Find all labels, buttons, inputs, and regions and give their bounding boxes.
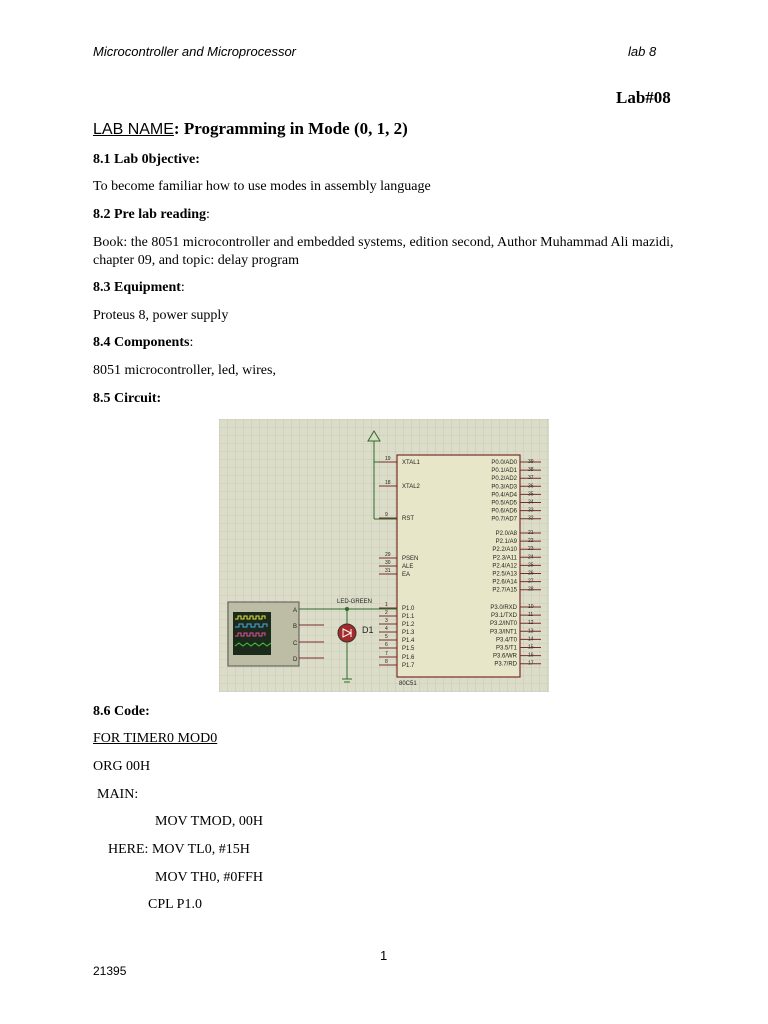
code-line: MAIN: (97, 787, 139, 802)
pin-name-right: P2.0/A8 (495, 531, 517, 537)
pin-name-left: XTAL1 (402, 460, 420, 466)
pin-name-right: P0.6/AD6 (491, 508, 517, 515)
lab-name-label: LAB NAME (93, 121, 174, 138)
pin-number-left: 30 (385, 560, 391, 566)
pin-number-right: 14 (528, 636, 534, 643)
pin-name-right: P2.2/A10 (492, 547, 517, 554)
components-heading: 8.4 Components (93, 335, 190, 350)
components-colon: : (189, 335, 194, 350)
pin-number-left: 6 (385, 642, 388, 648)
scope-channel-label: D (293, 657, 298, 663)
objective-text: To become familiar how to use modes in assembly language (93, 179, 431, 194)
code-line: CPL P1.0 (148, 897, 202, 912)
equipment-text: Proteus 8, power supply (93, 308, 229, 323)
pin-number-right: 27 (528, 578, 534, 585)
led-icon (338, 624, 356, 642)
pin-name-right: P0.0/AD0 (491, 460, 517, 466)
equipment-colon: : (180, 280, 185, 295)
components-heading-line (93, 335, 193, 351)
pin-name-right: P2.5/A13 (492, 571, 517, 578)
prelab-colon: : (206, 207, 210, 222)
pin-name-right: P2.3/A11 (492, 555, 517, 562)
pin-number-right: 36 (528, 483, 534, 490)
pin-name-right: P2.7/A15 (492, 587, 517, 594)
pin-number-left: 19 (385, 456, 391, 462)
led-ref-label: D1 (362, 625, 374, 635)
pin-number-left: 4 (385, 626, 388, 632)
pin-name-right: P2.4/A12 (492, 563, 517, 570)
code-heading: 8.6 Code: (93, 704, 150, 719)
pin-number-right: 21 (528, 530, 534, 536)
components-text: 8051 microcontroller, led, wires, (93, 363, 276, 378)
lab-number: Lab#08 (616, 88, 671, 107)
pin-number-right: 12 (528, 620, 534, 627)
lab-name-title: : Programming in Mode (0, 1, 2) (173, 119, 408, 138)
pin-number-right: 32 (528, 515, 534, 522)
pin-number-right: 33 (528, 507, 534, 514)
pin-name-left: P1.5 (402, 646, 415, 652)
code-line: MOV TH0, #0FFH (155, 870, 264, 885)
circuit-schematic (219, 419, 549, 692)
pin-name-right: P3.4/T0 (495, 637, 517, 644)
pin-number-left: 29 (385, 552, 391, 558)
scope-channel-label: A (293, 608, 298, 614)
header-lab: lab 8 (628, 44, 657, 59)
document-id: 21395 (93, 964, 127, 978)
pin-number-right: 11 (528, 612, 534, 619)
pin-number-right: 24 (528, 554, 534, 561)
pin-name-right: P3.1/TXD (490, 613, 517, 620)
pin-number-right: 26 (528, 570, 534, 577)
pin-number-left: 1 (385, 602, 388, 608)
pin-name-left: PSEN (402, 556, 419, 562)
lab-name-line (93, 119, 408, 139)
pin-name-right: P3.7/RD (494, 661, 517, 668)
equipment-heading-line (93, 280, 185, 296)
led-part-label: LED-GREEN (337, 599, 373, 605)
circuit-figure (219, 419, 549, 692)
pin-number-right: 23 (528, 546, 534, 553)
pin-number-left: 2 (385, 610, 388, 616)
code-line: ORG 00H (93, 759, 151, 774)
pin-number-right: 35 (528, 491, 534, 498)
pin-name-right: P0.2/AD2 (491, 476, 517, 483)
pin-name-right: P0.3/AD3 (491, 484, 517, 491)
objective-heading: 8.1 Lab 0bjective: (93, 152, 200, 167)
pin-number-left: 18 (385, 480, 391, 486)
pin-number-right: 10 (528, 604, 534, 610)
code-subheading: FOR TIMER0 MOD0 (93, 731, 218, 746)
pin-number-left: 31 (385, 568, 391, 574)
pin-number-right: 22 (528, 538, 534, 545)
pin-name-left: RST (402, 516, 414, 522)
pin-number-right: 34 (528, 499, 534, 506)
circuit-heading: 8.5 Circuit: (93, 391, 162, 406)
pin-name-right: P3.3/INT1 (489, 629, 517, 636)
pin-number-right: 16 (528, 652, 534, 659)
pin-name-left: P1.6 (402, 655, 415, 661)
pin-name-left: P1.7 (402, 663, 415, 669)
pin-name-right: P0.4/AD4 (491, 492, 517, 499)
pin-number-right: 39 (528, 459, 534, 465)
pin-name-right: P2.6/A14 (492, 579, 517, 586)
pin-number-right: 17 (528, 660, 534, 667)
equipment-heading: 8.3 Equipment (93, 280, 181, 295)
pin-number-right: 37 (528, 475, 534, 482)
prelab-heading-line (93, 207, 210, 223)
pin-name-right: P0.7/AD7 (491, 516, 517, 523)
pin-name-left: P1.2 (402, 622, 415, 628)
pin-number-right: 38 (528, 467, 534, 474)
code-line: HERE: MOV TL0, #15H (108, 842, 250, 857)
pin-name-left: P1.1 (402, 614, 415, 620)
code-line: MOV TMOD, 00H (155, 814, 263, 829)
scope-channel-label: B (293, 624, 298, 630)
pin-name-right: P3.6/WR (492, 653, 517, 660)
pin-name-left: EA (402, 572, 411, 578)
pin-name-left: P1.0 (402, 606, 415, 612)
pin-number-left: 3 (385, 618, 388, 624)
pin-name-right: P0.1/AD1 (491, 468, 517, 475)
pin-number-right: 13 (528, 628, 534, 635)
pin-name-right: P0.5/AD5 (491, 500, 517, 507)
pin-number-right: 25 (528, 562, 534, 569)
pin-name-right: P3.2/INT0 (489, 621, 517, 628)
header-course: Microcontroller and Microprocessor (93, 44, 297, 59)
pin-number-right: 28 (528, 586, 534, 593)
chip-label: 80C51 (399, 681, 417, 687)
pin-number-left: 8 (385, 659, 388, 665)
pin-number-left: 9 (385, 512, 388, 518)
pin-name-left: P1.3 (402, 630, 415, 636)
pin-name-right: P3.5/T1 (495, 645, 517, 652)
pin-name-right: P3.0/RXD (490, 605, 517, 611)
pin-number-right: 15 (528, 644, 534, 651)
pin-number-left: 5 (385, 634, 388, 640)
prelab-text: Book: the 8051 microcontroller and embedded systems, edition second, Author Muhammad Ali mazidi, chapter 09, and topic: delay program (93, 235, 674, 268)
scope-channel-label: C (293, 641, 298, 647)
pin-name-right: P2.1/A9 (495, 539, 517, 546)
pin-name-left: P1.4 (402, 638, 415, 644)
page-number: 1 (380, 948, 388, 963)
prelab-heading: 8.2 Pre lab reading (93, 207, 207, 222)
pin-name-left: ALE (402, 564, 414, 570)
pin-name-left: XTAL2 (402, 484, 420, 490)
pin-number-left: 7 (385, 651, 388, 657)
